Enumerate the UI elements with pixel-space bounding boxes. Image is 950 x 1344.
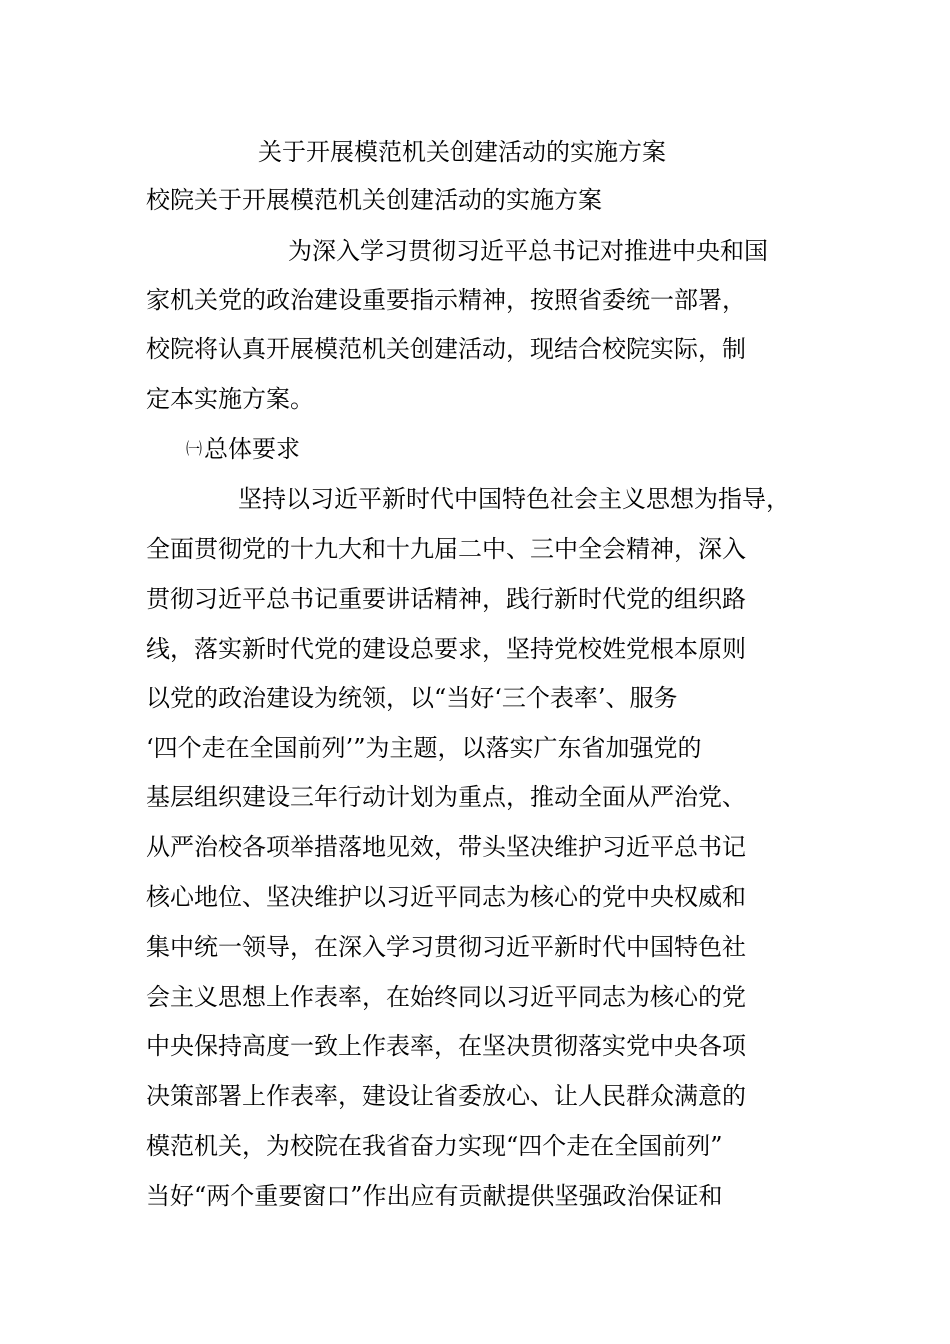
body-line-15: 当好“两个重要窗口”作出应有贡献提供坚强政治保证和 (146, 1182, 723, 1210)
body-line-2: 全面贯彻党的十九大和十九届二中、三中全会精神，深入 (146, 535, 746, 563)
intro-line-2: 家机关党的政治建设重要指示精神，按照省委统一部署， (146, 286, 746, 314)
body-line-3: 贯彻习近平总书记重要讲话精神，践行新时代党的组织路 (146, 585, 746, 613)
section-heading (186, 434, 300, 464)
document-title: 关于开展模范机关创建活动的实施方案 (258, 138, 666, 166)
body-line-8: 从严治校各项举措落地见效，带头坚决维护习近平总书记 (146, 833, 746, 861)
intro-line-1: 为深入学习贯彻习近平总书记对推进中央和国 (288, 237, 768, 265)
document-subtitle: 校院关于开展模范机关创建活动的实施方案 (146, 186, 602, 214)
intro-line-4: 定本实施方案。 (146, 385, 314, 413)
body-line-7: 基层组织建设三年行动计划为重点，推动全面从严治党、 (146, 783, 746, 811)
body-line-13: 决策部署上作表率，建设让省委放心、让人民群众满意的 (146, 1082, 746, 1110)
body-line-6: ‘四个走在全国前列’”为主题，以落实广东省加强党的 (146, 734, 702, 762)
intro-line-3: 校院将认真开展模范机关创建活动，现结合校院实际，制 (146, 335, 746, 363)
body-line-11: 会主义思想上作表率，在始终同以习近平同志为核心的党 (146, 983, 746, 1011)
body-line-9: 核心地位、坚决维护以习近平同志为核心的党中央权威和 (146, 883, 746, 911)
section-number: ㈠ (186, 439, 203, 458)
body-line-14: 模范机关，为校院在我省奋力实现“四个走在全国前列” (146, 1132, 723, 1160)
body-line-1: 坚持以习近平新时代中国特色社会主义思想为指导， (238, 485, 790, 513)
body-line-10: 集中统一领导，在深入学习贯彻习近平新时代中国特色社 (146, 933, 746, 961)
body-line-5: 以党的政治建设为统领，以“当好‘三个表率’、服务 (146, 684, 678, 712)
body-line-4: 线，落实新时代党的建设总要求，坚持党校姓党根本原则 (146, 635, 746, 663)
section-heading-text: 总体要求 (204, 435, 301, 463)
body-line-12: 中央保持高度一致上作表率，在坚决贯彻落实党中央各项 (146, 1032, 746, 1060)
